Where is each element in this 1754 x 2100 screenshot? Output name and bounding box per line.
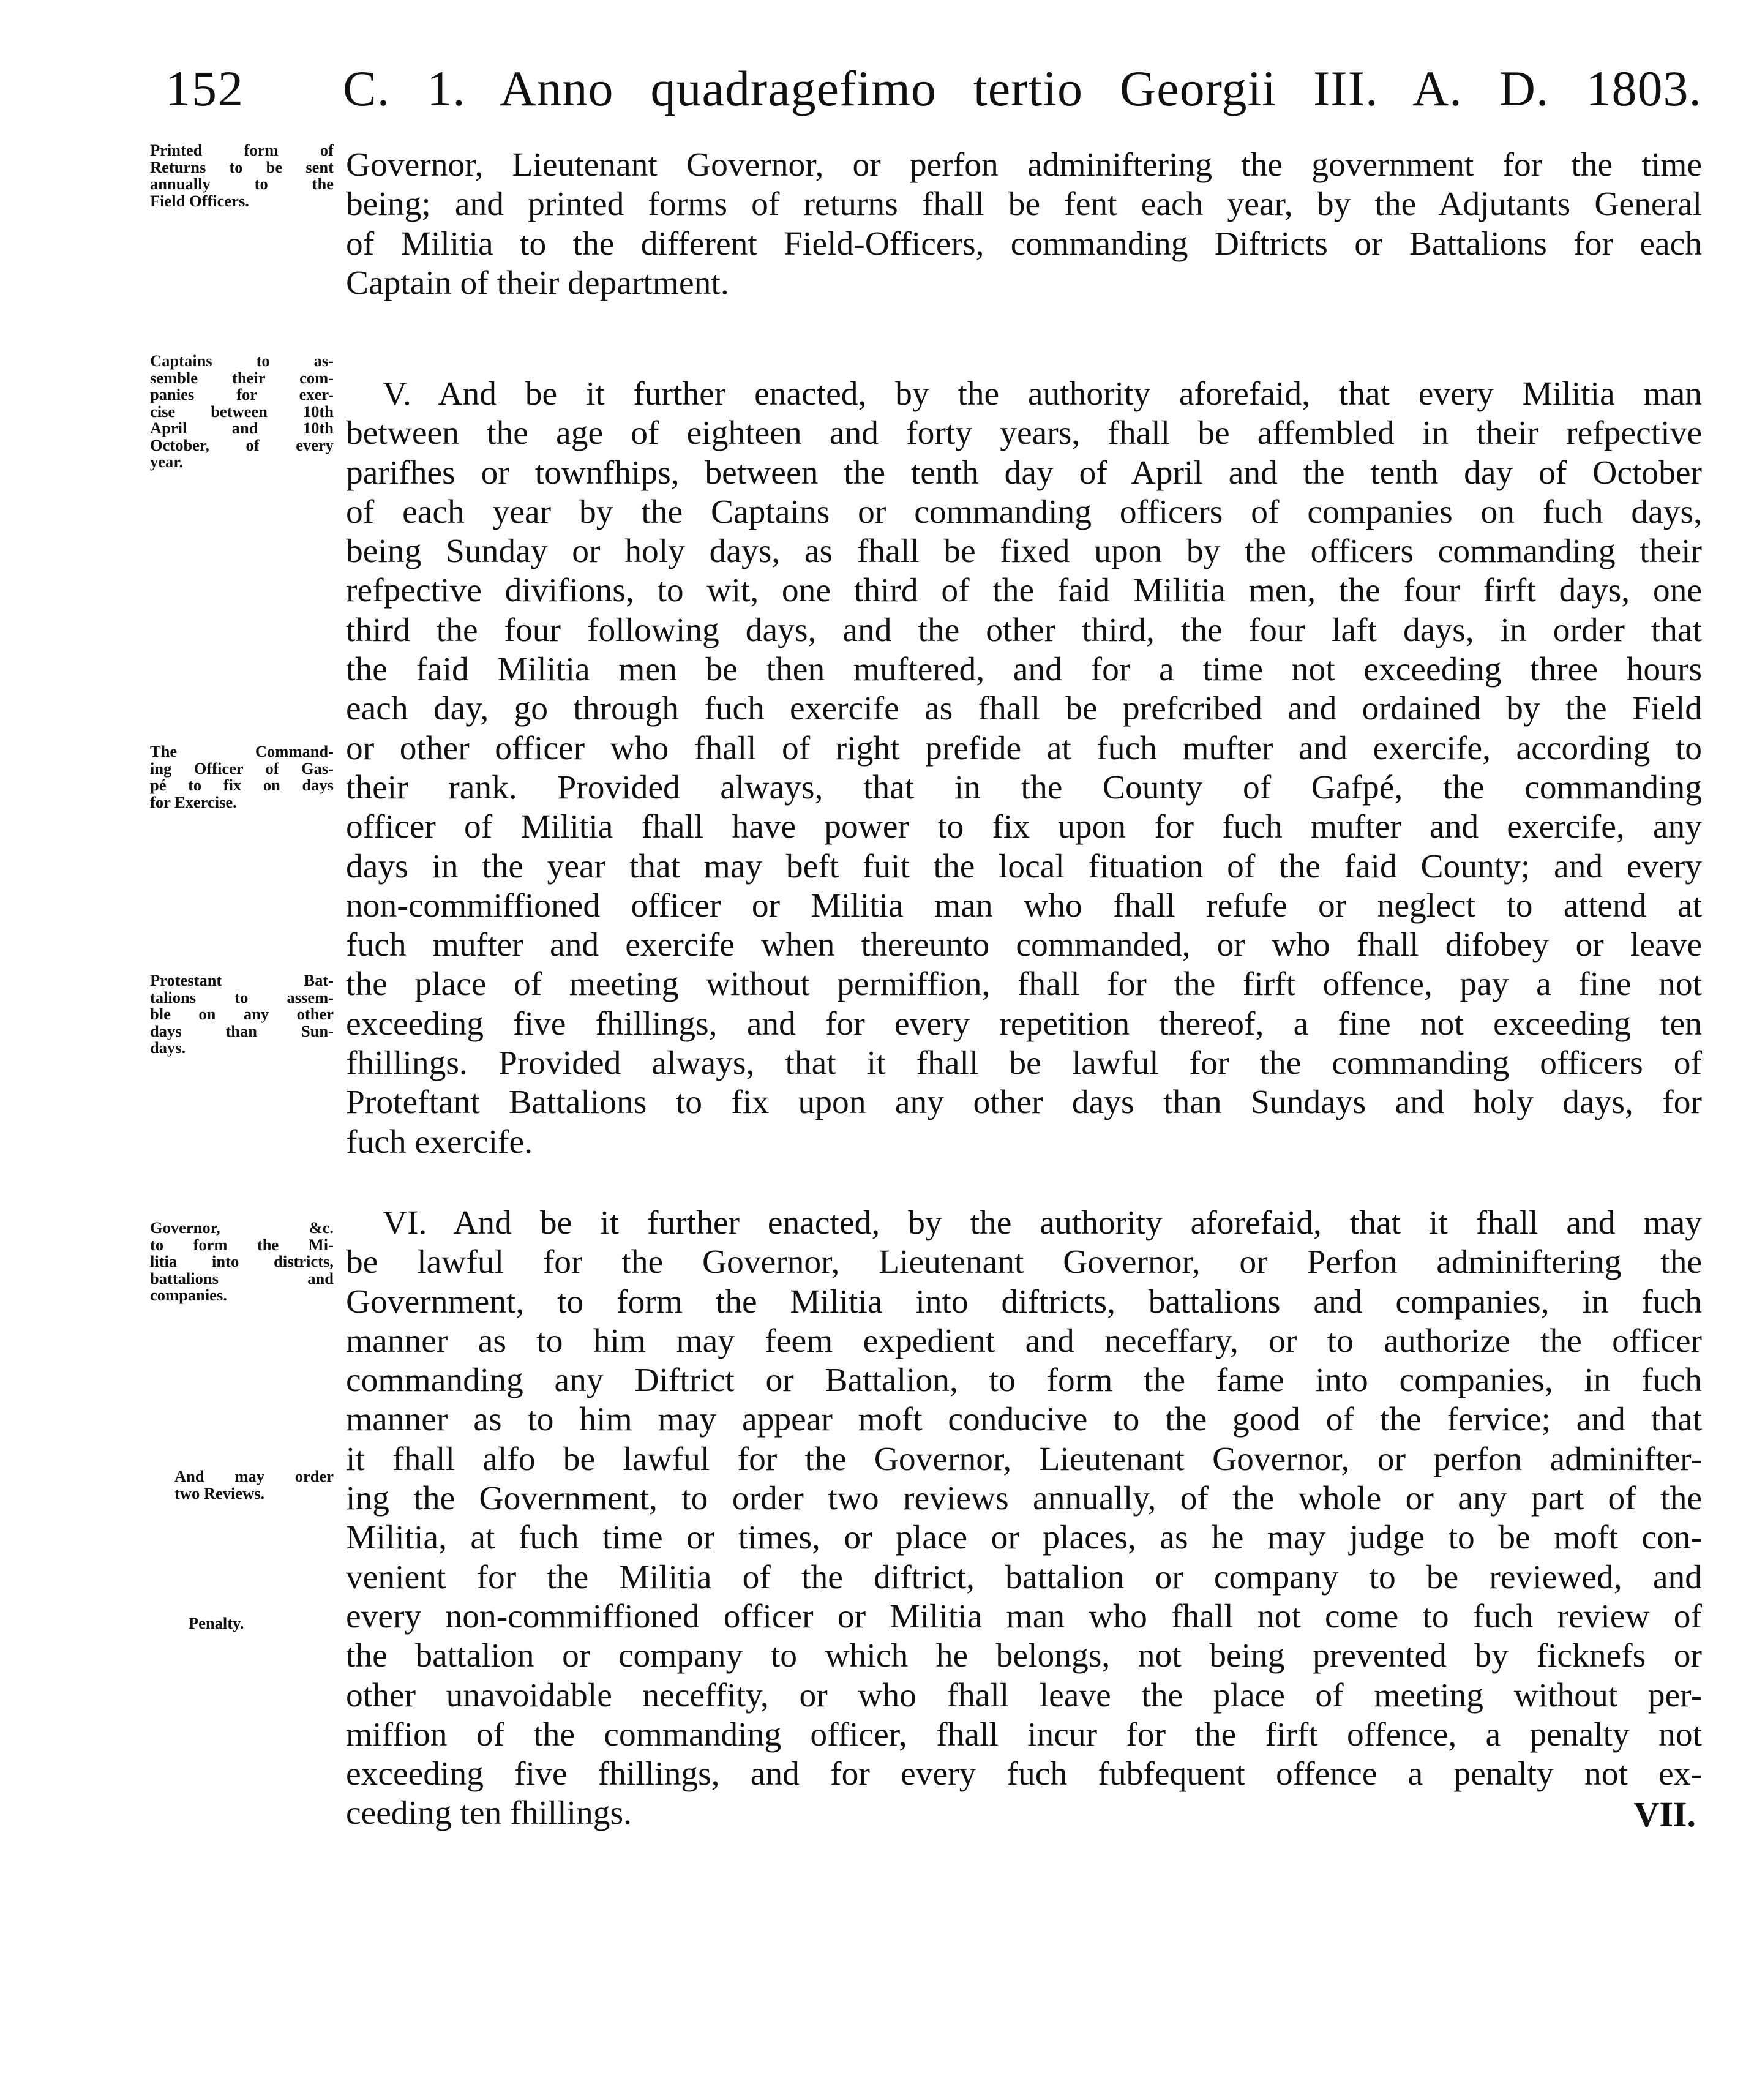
running-head [165, 55, 1702, 122]
paragraph-continuation: Governor, Lieutenant Governor, or perfon adminiftering the government for the time being; and printed forms of returns fhall be fent each year, by the Adjutants General of Militia to the different Field-Officers, commanding Diftricts or Battalions for each Captain of their department. [346, 146, 1702, 302]
page-number: 152 [165, 61, 244, 116]
margin-note-penalty: Penalty. [189, 1614, 244, 1632]
catchword: VII. [1633, 1794, 1696, 1834]
paragraph-section-v: V. And be it further enacted, by the authority aforefaid, that every Militia man between the age of eighteen and forty years, fhall be affembled in their refpective parifhes or townfhips, between the tenth day of April and the tenth day of October of each year by the Captains or commanding officers of companies on fuch days, being Sunday or holy days, as fhall be fixed upon by the officers commanding their refpective divifions, to wit, one third of the faid Militia men, the four firft days, one third the four following days, and the other third, the four laft days, in order that the faid Militia men be then muftered, and for a time not exceeding three hours each day, go through fuch exercife as fhall be prefcribed and ordained by the Field or other officer who fhall of right prefide at fuch mufter and exercife, according to their rank. Provided always, that in the County of Gafpé, the commanding officer of Militia fhall have power to fix upon for fuch mufter and exercife, any days in the year that may beft fuit the local fituation of the faid County; and every non-commiffioned officer or Militia man who fhall refufe or neglect to attend at fuch mufter and exercife when thereunto commanded, or who fhall difobey or leave the place of meeting without permiffion, fhall for the firft offence, pay a fine not exceeding five fhillings, and for every repetition thereof, a fine not exceeding ten fhillings. Provided always, that it fhall be lawful for the commanding officers of Proteftant Battalions to fix upon any other days than Sundays and holy days, for fuch exercife. [346, 375, 1702, 1161]
paragraph-section-vi: VI. And be it further enacted, by the authority aforefaid, that it fhall and may be lawful for the Governor, Lieutenant Governor, or Perfon adminiftering the Government, to form the Militia into diftricts, battalions and companies, in fuch manner as to him may feem expedient and neceffary, or to authorize the officer commanding any Diftrict or Battalion, to form the fame into companies, in fuch manner as to him may appear moft conducive to the good of the fervice; and that it fhall alfo be lawful for the Governor, Lieutenant Governor, or perfon adminifter- ing the Government, to order two reviews annually, of the whole or any part of the Militia, at fuch time or times, or place or places, as he may judge to be moft con- venient for the Militia of the diftrict, battalion or company to be reviewed, and every non-commiffioned officer or Militia man who fhall not come to fuch review of the battalion or company to which he belongs, not being prevented by ficknefs or other unavoidable neceffity, or who fhall leave the place of meeting without per- miffion of the commanding officer, fhall incur for the firft offence, a penalty not exceeding five fhillings, and for every fuch fubfequent offence a penalty not ex- ceeding ten fhillings. [346, 1204, 1702, 1832]
margin-note-gaspe-officer: The Command- ing Officer of Gas- pé to fix on days for Exercise. [150, 742, 334, 811]
margin-note-protestant-battalions: Protestant Bat- talions to assem- ble on any other days than Sun- days. [150, 971, 334, 1057]
margin-note-governor-form-militia: Governor, &c. to form the Mi- litia into districts, battalions and companies. [150, 1218, 334, 1304]
margin-note-two-reviews: And may order two Reviews. [174, 1467, 334, 1502]
margin-note-printed-returns: Printed form of Returns to be sent annually to the Field Officers. [150, 141, 334, 210]
margin-note-captains-assemble: Captains to as- semble their com- panies for exer- cise between 10th April and 10th October, of every year. [150, 351, 334, 471]
running-title: C. 1. Anno quadragefimo tertio Georgii III. A. D. 1803. [343, 61, 1702, 116]
